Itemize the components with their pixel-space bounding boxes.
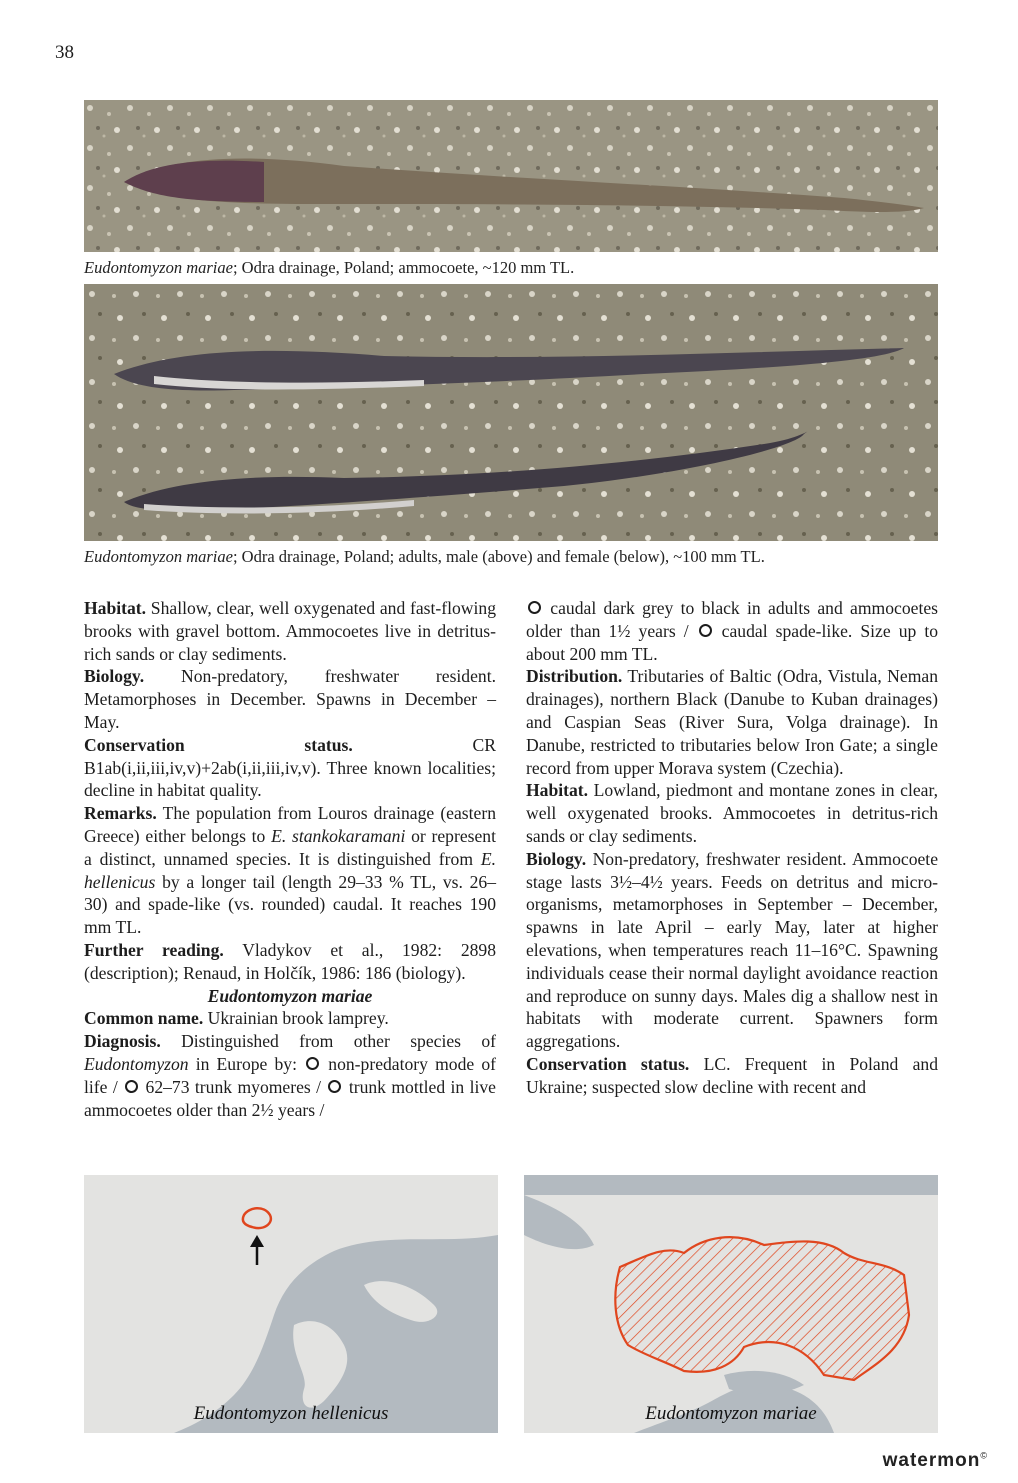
biology-paragraph xyxy=(526,848,938,1053)
diagnosis-text: in Europe by: xyxy=(188,1053,305,1074)
remarks-text: or represent a distinct, unnamed species. It is distinguished from xyxy=(84,825,496,869)
bullet-circle-icon xyxy=(699,624,712,637)
photo-ammocoete xyxy=(84,100,938,252)
remarks-label: Remarks. xyxy=(84,803,157,824)
distribution-text: Tributaries of Baltic (Odra, Vistula, Neman drainages), northern Black (Danube to Kuban drainages) and Caspian Seas (River Sura, Volga drainage). In Danube, restricted to tributaries below Iron Gate; a single record from upper Morava system (Czechia). xyxy=(526,666,938,778)
further-reading-label: Further reading. xyxy=(84,939,224,960)
habitat-label: Habitat. xyxy=(84,598,147,618)
remarks-species: E. hellenicus xyxy=(84,848,496,892)
conservation-label: Conservation status. xyxy=(84,734,353,755)
conservation-text: CR B1ab(i,ii,iii,iv,v)+2ab(i,ii,iii,iv,v). Three known localities; decline in habitat quality. xyxy=(84,734,496,801)
diagnosis-text: caudal spade-like. Size up to about 200 mm TL. xyxy=(526,620,939,664)
map-label: Eudontomyzon hellenicus xyxy=(193,1403,389,1424)
diagnosis-paragraph xyxy=(84,1030,496,1121)
distribution-paragraph xyxy=(526,665,938,779)
caption-text: ; Odra drainage, Poland; ammocoete, ~120 mm TL. xyxy=(232,258,575,277)
photo-caption-adults xyxy=(84,547,765,567)
habitat-text: Shallow, clear, well oxygenated and fast-flowing brooks with gravel bottom. Ammocoetes live in detritus-rich sands or clay sediments. xyxy=(84,598,496,664)
diagnosis-text: Distinguished from other species of xyxy=(160,1031,496,1052)
ammocoete-image xyxy=(84,100,938,252)
photo-adults xyxy=(84,284,938,541)
photo-caption-ammocoete xyxy=(84,258,574,278)
species-heading: Eudontomyzon mariae xyxy=(207,985,373,1006)
copyright-mark: © xyxy=(980,1450,988,1461)
left-column xyxy=(84,597,496,1121)
caption-species: Eudontomyzon mariae xyxy=(84,547,233,566)
diagnosis-text: caudal dark grey to black in adults and ammocoetes older than 1½ years / xyxy=(526,598,938,641)
caption-species: Eudontomyzon mariae xyxy=(84,258,233,277)
remarks-paragraph xyxy=(84,802,496,939)
further-reading-text: Vladykov et al., 1982: 2898 (description); Renaud, in Holčík, 1986: 186 (biology). xyxy=(84,939,497,983)
biology-text: Non-predatory, freshwater resident. Metamorphoses in December. Spawns in December – May. xyxy=(84,666,496,732)
biology-label: Biology. xyxy=(526,848,587,869)
biology-text: Non-predatory, freshwater resident. Ammocoete stage lasts 3½–4½ years. Feeds on detritus and micro-organisms, metamorphoses in September – December, spawns in late April – early May, later at higher elevations, when temperatures reach 11–16°C. Spawning individuals cease their normal daylight avoidance reaction and reproduce on sunny days. Males dig a shallow nest in habitats with moderate current. Spawners form aggregations. xyxy=(526,848,938,1052)
diagnosis-text: trunk mottled in live ammocoetes older than 2½ years / xyxy=(84,1076,496,1120)
biology-paragraph xyxy=(84,665,496,733)
conservation-label: Conservation status. xyxy=(526,1053,690,1074)
diagnosis-text: 62–73 trunk myomeres / xyxy=(140,1076,327,1097)
common-name-paragraph xyxy=(84,1007,496,1030)
map-image xyxy=(84,1175,498,1433)
habitat-label: Habitat. xyxy=(526,780,589,801)
range-map-hellenicus xyxy=(84,1175,498,1433)
map-image xyxy=(524,1175,938,1433)
habitat-paragraph xyxy=(84,597,496,665)
remarks-species: E. stankokaramani xyxy=(271,825,406,846)
right-column xyxy=(526,597,938,1099)
common-name-text: Ukrainian brook lamprey. xyxy=(203,1008,389,1029)
bullet-circle-icon xyxy=(328,1080,341,1093)
range-map-mariae xyxy=(524,1175,938,1433)
diagnosis-label: Diagnosis. xyxy=(84,1031,161,1052)
page-number: 38 xyxy=(55,42,74,63)
logo-text: watermon xyxy=(882,1450,981,1471)
remarks-text: The population from Louros drainage (eastern Greece) either belongs to xyxy=(84,803,496,846)
publisher-logo xyxy=(883,1450,988,1472)
conservation-paragraph xyxy=(84,734,496,802)
habitat-text: Lowland, piedmont and montane zones in clear, well oxygenated brooks. Ammocoetes in detritus-rich sands or clay sediments. xyxy=(526,780,938,846)
conservation-paragraph xyxy=(526,1053,938,1099)
conservation-text: LC. Frequent in Poland and Ukraine; suspected slow decline with recent and xyxy=(526,1053,938,1097)
biology-label: Biology. xyxy=(84,666,145,687)
diagnosis-continued xyxy=(526,597,938,665)
common-name-label: Common name. xyxy=(84,1008,204,1029)
diagnosis-text: non-predatory mode of life / xyxy=(84,1053,496,1097)
bullet-circle-icon xyxy=(528,601,541,614)
bullet-circle-icon xyxy=(306,1057,319,1070)
further-reading-paragraph xyxy=(84,939,496,985)
caption-text: ; Odra drainage, Poland; adults, male (above) and female (below), ~100 mm TL. xyxy=(232,547,765,566)
distribution-label: Distribution. xyxy=(526,666,623,687)
diagnosis-genus: Eudontomyzon xyxy=(84,1053,189,1074)
bullet-circle-icon xyxy=(125,1080,138,1093)
map-label: Eudontomyzon mariae xyxy=(645,1403,817,1424)
remarks-text: by a longer tail (length 29–33 % TL, vs. 26–30) and spade-like (vs. rounded) caudal. It reaches 190 mm TL. xyxy=(84,871,496,938)
habitat-paragraph xyxy=(526,779,938,847)
adults-image xyxy=(84,284,938,541)
